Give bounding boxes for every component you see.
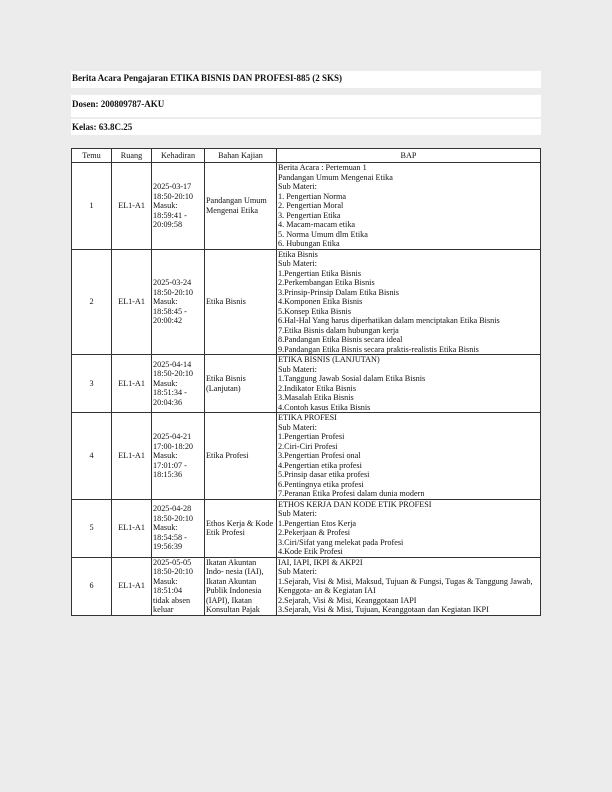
kehadiran-line: Masuk: [153, 523, 178, 533]
kehadiran-line: 18:59:41 - [153, 210, 187, 220]
bahan-kajian-text: Ethos Kerja & Kode Etik Profesi [206, 518, 274, 537]
bap-line: 3.Pengertian Profesi onal [278, 451, 361, 460]
table-row [72, 557, 541, 615]
cell-bahan-kajian [205, 499, 277, 557]
table-header-row [72, 149, 541, 163]
cell-temu: 1 [72, 163, 112, 250]
kehadiran-line: 18:50-20:10 [153, 287, 194, 297]
cell-bahan-kajian [205, 163, 277, 250]
kehadiran-line: 20:09:58 [153, 220, 183, 229]
kehadiran-line: 2025-03-24 [153, 278, 192, 287]
col-header-kehadiran: Kehadiran [152, 149, 205, 163]
cell-temu: 2 [72, 249, 112, 355]
cell-kehadiran [152, 499, 205, 557]
bap-line: 1.Pengertian Profesi [278, 432, 345, 441]
table-row [72, 163, 541, 250]
cell-bahan-kajian [205, 557, 277, 615]
cell-bap [277, 355, 541, 413]
bap-line: 1. Pengertian Norma [278, 191, 346, 201]
bap-line: 9.Pandangan Etika Bisnis secara praktis-realistis Etika Bisnis [278, 344, 479, 354]
bap-line: 2.Pekerjaan & Profesi [278, 528, 351, 537]
bap-line: 4.Contoh kasus Etika Bisnis [278, 402, 371, 412]
bap-line: 3.Sejarah, Visi & Misi, Tujuan, Keanggotaan dan Kegiatan IKPI [278, 605, 489, 614]
col-header-bahan-kajian: Bahan Kajian [205, 149, 277, 163]
col-header-ruang: Ruang [112, 149, 152, 163]
col-header-temu: Temu [72, 149, 112, 163]
bap-line: 1.Pengertian Etika Bisnis [278, 268, 362, 278]
bahan-kajian-text: Etika Bisnis [206, 297, 246, 306]
cell-ruang: EL1-A1 [112, 249, 152, 355]
table-row [72, 413, 541, 500]
bap-line: 4.Komponen Etika Bisnis [278, 297, 363, 306]
header-kelas-band [71, 119, 541, 135]
kehadiran-line: 18:15:36 [153, 470, 183, 479]
bap-line: Sub Materi: [278, 364, 317, 374]
bap-line: 3.Masalah Etika Bisnis [278, 393, 354, 402]
cell-bahan-kajian [205, 249, 277, 355]
kehadiran-line: 18:50-20:10 [153, 567, 194, 576]
bap-line: 3.Ciri/Sifat yang melekat pada Profesi [278, 537, 404, 547]
kehadiran-line: 2025-05-05 [153, 557, 192, 567]
kehadiran-line: Masuk: [153, 297, 178, 306]
bap-line: 4. Macam-macam etika [278, 220, 356, 229]
kehadiran-line: 2025-03-17 [153, 182, 192, 191]
cell-kehadiran [152, 557, 205, 615]
bap-line: 7.Peranan Etika Profesi dalam dunia modern [278, 489, 425, 498]
kehadiran-line: 20:04:36 [153, 397, 183, 407]
kehadiran-line: 18:50-20:10 [153, 369, 194, 379]
kehadiran-line: 2025-04-28 [153, 504, 192, 514]
kehadiran-line: 18:58:45 - [153, 306, 187, 316]
bap-line: IAI, IAPI, IKPI & AKP2I [278, 557, 363, 567]
kehadiran-line: Masuk: [153, 576, 178, 586]
bap-line: ETIKA PROFESI [278, 413, 337, 422]
cell-ruang: EL1-A1 [112, 499, 152, 557]
cell-ruang: EL1-A1 [112, 355, 152, 413]
col-header-bap: BAP [277, 149, 541, 163]
header-dosen-band [71, 95, 541, 117]
cell-temu: 3 [72, 355, 112, 413]
bap-line: 8.Pandangan Etika Bisnis secara ideal [278, 335, 403, 344]
bahan-kajian-text: Pandangan Umum Mengenai Etika [206, 196, 267, 215]
bap-line: 2.Perkembangan Etika Bisnis [278, 278, 375, 287]
bap-line: 5.Konsep Etika Bisnis [278, 306, 352, 316]
kehadiran-line: 18:50-20:10 [153, 191, 194, 201]
cell-kehadiran [152, 163, 205, 250]
bap-line: 2.Sejarah, Visi & Misi, Keanggotaan IAPI [278, 595, 417, 605]
bap-line: 1.Tanggung Jawab Sosial dalam Etika Bisnis [278, 374, 426, 383]
cell-temu: 6 [72, 557, 112, 615]
kehadiran-line: keluar [153, 605, 174, 614]
kehadiran-line: 17:00-18:20 [153, 441, 194, 451]
cell-bap [277, 163, 541, 250]
cell-temu: 4 [72, 413, 112, 500]
kehadiran-line: 17:01:07 - [153, 460, 187, 470]
page-title: Berita Acara Pengajaran ETIKA BISNIS DAN PROFESI-885 (2 SKS) [72, 73, 343, 83]
kehadiran-line: 20:00:42 [153, 316, 183, 325]
bap-line: Berita Acara : Pertemuan 1 [278, 163, 367, 172]
cell-kehadiran [152, 355, 205, 413]
kehadiran-line: Masuk: [153, 451, 178, 460]
kehadiran-line: 18:50-20:10 [153, 513, 194, 523]
bap-line: 2. Pengertian Moral [278, 201, 344, 210]
bahan-kajian-text: Ikatan Akuntan Indo- nesia (IAI), Ikatan Akuntan Publik Indonesia (IAPI), Ikatan Konsultan Pajak [206, 557, 264, 614]
cell-temu: 5 [72, 499, 112, 557]
table-row [72, 499, 541, 557]
bap-line: 1.Pengertian Etos Kerja [278, 518, 356, 528]
bap-line: 6.Hal-Hal Yang harus diperhatikan dalam menciptakan Etika Bisnis [278, 316, 500, 325]
kehadiran-line: 2025-04-21 [153, 432, 192, 441]
cell-kehadiran [152, 249, 205, 355]
bap-line: 4.Kode Etik Profesi [278, 547, 343, 556]
bap-line: Etika Bisnis [278, 249, 318, 259]
kehadiran-line: tidak absen [153, 595, 191, 605]
bap-line: 3.Prinsip-Prinsip Dalam Etika Bisnis [278, 287, 399, 297]
kehadiran-line: 18:51:34 - [153, 388, 187, 398]
kehadiran-line: 2025-04-14 [153, 359, 192, 369]
cell-bahan-kajian [205, 413, 277, 500]
kehadiran-line: 18:51:04 [153, 586, 183, 595]
bap-line: 4.Pengertian etika profesi [278, 460, 362, 470]
cell-ruang: EL1-A1 [112, 557, 152, 615]
bap-table [71, 148, 541, 616]
bap-line: 6. Hubungan Etika [278, 239, 340, 248]
cell-ruang: EL1-A1 [112, 163, 152, 250]
cell-ruang: EL1-A1 [112, 413, 152, 500]
bap-line: Sub Materi: [278, 509, 317, 518]
cell-bap [277, 413, 541, 500]
bap-line: 2.Ciri-Ciri Profesi [278, 441, 338, 451]
bap-line: ETIKA BISNIS (LANJUTAN) [278, 355, 380, 364]
kehadiran-line: 18:54:58 - [153, 532, 187, 542]
table-row [72, 249, 541, 355]
header-title-band [71, 71, 541, 88]
bap-line: 3. Pengertian Etika [278, 210, 341, 220]
kelas-label: Kelas: 63.8C.25 [72, 122, 133, 132]
bap-line: Sub Materi: [278, 182, 317, 191]
bap-line: Sub Materi: [278, 567, 317, 576]
dosen-label: Dosen: 200809787-AKU [72, 99, 165, 109]
bahan-kajian-text: Etika Bisnis (Lanjutan) [206, 374, 246, 393]
bap-line: 2.Indikator Etika Bisnis [278, 383, 357, 393]
bap-line: Sub Materi: [278, 259, 317, 268]
cell-bahan-kajian [205, 355, 277, 413]
bap-line: 5. Norma Umum dlm Etika [278, 229, 368, 239]
bap-line: 6.Pentingnya etika profesi [278, 479, 364, 489]
bap-line: 7.Etika Bisnis dalam hubungan kerja [278, 325, 399, 335]
table-row [72, 355, 541, 413]
bap-line: 1.Sejarah, Visi & Misi, Maksud, Tujuan & Fungsi, Tugas & Tanggung Jawab, Kenggota- an & Kegiatan IAI [278, 576, 533, 595]
cell-kehadiran [152, 413, 205, 500]
kehadiran-line: Masuk: [153, 378, 178, 388]
bahan-kajian-text: Etika Profesi [206, 451, 249, 460]
cell-bap [277, 499, 541, 557]
bap-line: ETHOS KERJA DAN KODE ETIK PROFESI [278, 499, 432, 509]
cell-bap [277, 249, 541, 355]
cell-bap [277, 557, 541, 615]
bap-line: Pandangan Umum Mengenai Etika [278, 172, 393, 182]
bap-line: Sub Materi: [278, 422, 317, 432]
bap-line: 5.Prinsip dasar etika profesi [278, 470, 370, 479]
kehadiran-line: Masuk: [153, 201, 178, 210]
kehadiran-line: 19:56:39 [153, 542, 183, 552]
